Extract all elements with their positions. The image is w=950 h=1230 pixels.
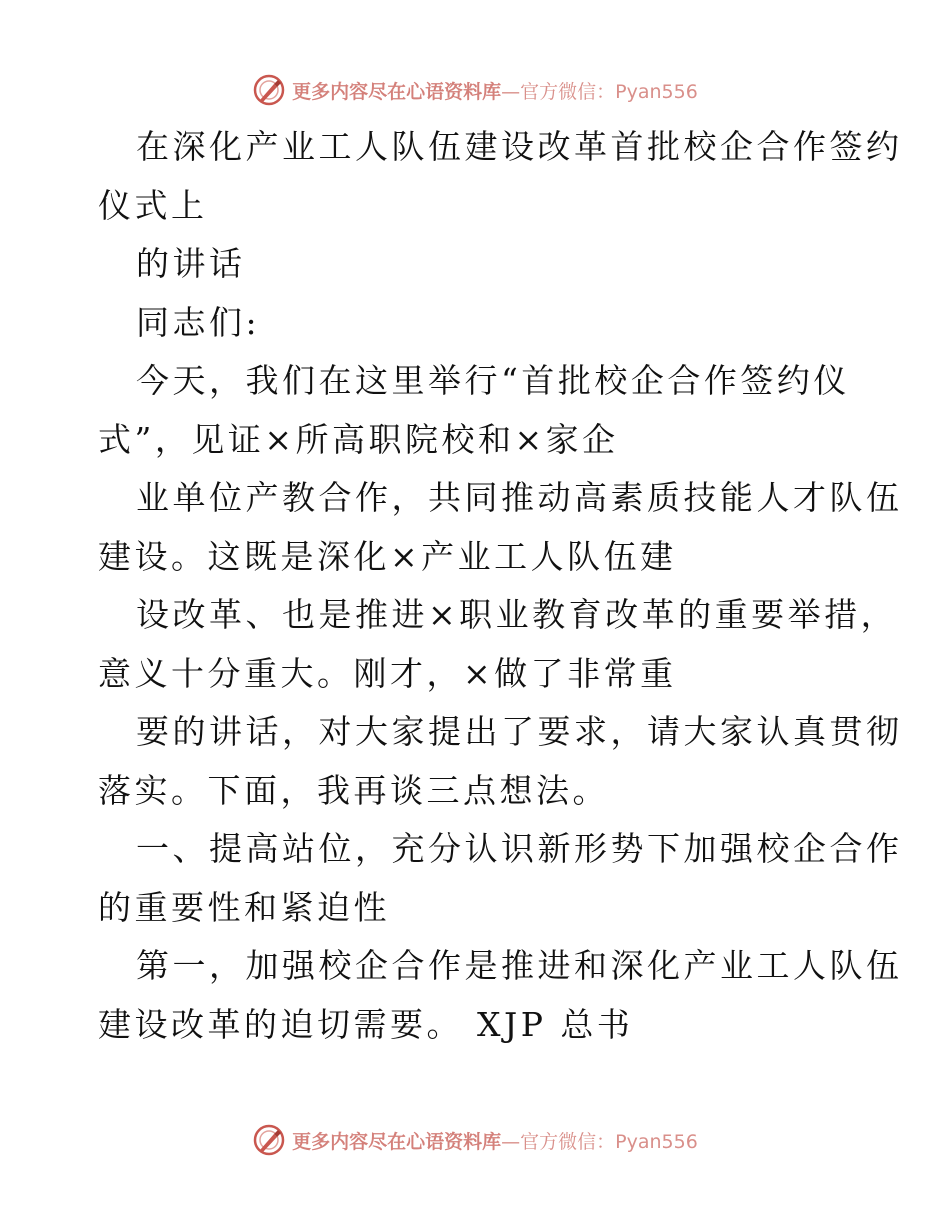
text-line: 式”，见证×所高职院校和×家企 <box>98 419 619 459</box>
watermark-separator: — <box>501 1130 521 1153</box>
text-line: 设改革、也是推进×职业教育改革的重要举措， <box>136 595 898 634</box>
watermark-contact: 官方微信：Pyan556 <box>520 80 698 103</box>
text-line: 落实。下面，我再谈三点想法。 <box>98 770 609 810</box>
text-line: 今天，我们在这里举行“首批校企合作签约仪 <box>136 361 850 400</box>
pen-logo-icon <box>252 73 286 107</box>
document-body <box>98 118 903 1054</box>
text-line: 一、提高站位，充分认识新形势下加强校企合作 <box>136 829 903 868</box>
text-line: 的讲话 <box>136 244 246 283</box>
text-line: 意义十分重大。刚才，×做了非常重 <box>98 653 677 693</box>
footer-watermark <box>0 1120 950 1160</box>
watermark-brand: 更多内容尽在心语资料库 <box>292 80 502 103</box>
text-line: 第一，加强校企合作是推进和深化产业工人队伍 <box>136 946 903 985</box>
text-line: 建设改革的迫切需要。 XJP 总书 <box>98 1004 634 1044</box>
watermark-separator: — <box>501 80 521 103</box>
text-line: 在深化产业工人队伍建设改革首批校企合作签约 <box>136 127 903 166</box>
header-watermark <box>0 70 950 110</box>
text-line: 要的讲话，对大家提出了要求，请大家认真贯彻 <box>136 712 903 751</box>
pen-logo-icon <box>252 1123 286 1157</box>
text-line: 业单位产教合作，共同推动高素质技能人才队伍 <box>136 478 903 517</box>
text-line: 同志们: <box>136 302 261 342</box>
text-line: 的重要性和紧迫性 <box>98 887 390 927</box>
text-line: 建设。这既是深化×产业工人队伍建 <box>98 536 677 576</box>
watermark-brand: 更多内容尽在心语资料库 <box>292 1130 502 1153</box>
watermark-contact: 官方微信：Pyan556 <box>520 1130 698 1153</box>
text-line: 仪式上 <box>98 185 208 225</box>
